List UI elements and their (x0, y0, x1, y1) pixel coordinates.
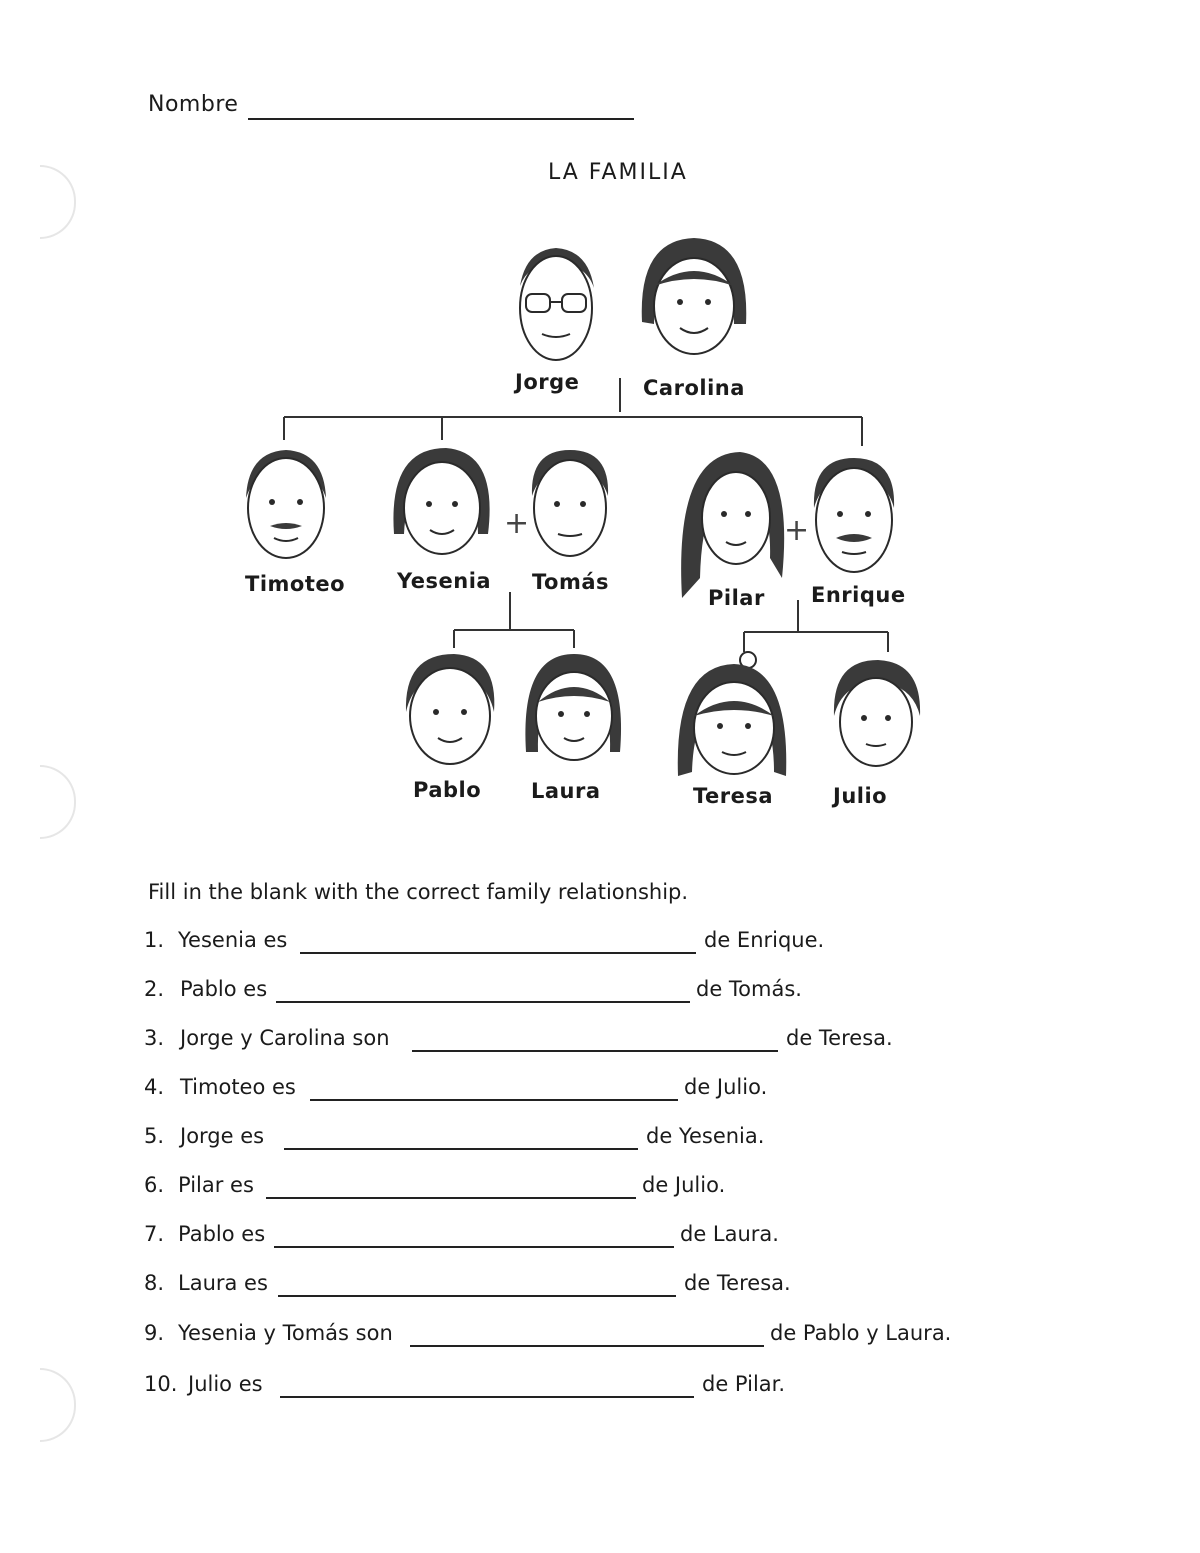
item-suffix: de Pablo y Laura. (770, 1321, 952, 1345)
answer-blank[interactable] (276, 1001, 690, 1003)
portrait-tomas (532, 450, 608, 556)
portrait-teresa (678, 652, 787, 776)
answer-blank[interactable] (300, 952, 696, 954)
item-prompt: Pablo es (180, 977, 268, 1001)
item-prompt: Laura es (178, 1271, 268, 1295)
item-prompt: Pablo es (178, 1222, 266, 1246)
item-number: 3. (144, 1026, 165, 1050)
member-name-julio: Julio (833, 784, 888, 808)
item-prompt: Pilar es (178, 1173, 254, 1197)
answer-blank[interactable] (284, 1148, 638, 1150)
portrait-jorge (520, 248, 594, 360)
member-name-carolina: Carolina (643, 376, 745, 400)
member-name-enrique: Enrique (811, 583, 906, 607)
member-name-pilar: Pilar (708, 586, 765, 610)
item-suffix: de Laura. (680, 1222, 779, 1246)
item-suffix: de Teresa. (684, 1271, 791, 1295)
item-prompt: Timoteo es (180, 1075, 296, 1099)
portrait-pablo (406, 654, 494, 764)
item-suffix: de Enrique. (704, 928, 825, 952)
member-name-yesenia: Yesenia (397, 569, 492, 593)
item-number: 6. (144, 1173, 165, 1197)
portrait-julio (834, 660, 920, 766)
item-prompt: Jorge es (180, 1124, 265, 1148)
name-label: Nombre (148, 92, 239, 117)
item-prompt: Jorge y Carolina son (180, 1026, 390, 1050)
item-number: 8. (144, 1271, 165, 1295)
item-suffix: de Julio. (642, 1173, 726, 1197)
portrait-laura (525, 654, 621, 760)
member-name-tomas: Tomás (532, 570, 610, 594)
couple-plus-sign: + (504, 506, 530, 541)
answer-blank[interactable] (310, 1099, 678, 1101)
item-prompt: Yesenia es (178, 928, 288, 952)
portrait-pilar (681, 452, 784, 598)
item-suffix: de Yesenia. (646, 1124, 765, 1148)
instructions: Fill in the blank with the correct family relationship. (148, 880, 689, 904)
portrait-enrique (814, 458, 894, 572)
portrait-carolina (642, 238, 747, 354)
member-name-timoteo: Timoteo (245, 572, 346, 596)
answer-blank[interactable] (266, 1197, 636, 1199)
answer-blank[interactable] (280, 1396, 694, 1398)
item-suffix: de Teresa. (786, 1026, 893, 1050)
item-number: 9. (144, 1321, 165, 1345)
item-number: 10. (144, 1372, 178, 1396)
answer-blank[interactable] (410, 1345, 764, 1347)
member-name-pablo: Pablo (413, 778, 482, 802)
item-number: 4. (144, 1075, 165, 1099)
answer-blank[interactable] (412, 1050, 778, 1052)
member-name-jorge: Jorge (515, 370, 580, 394)
portrait-yesenia (393, 448, 489, 554)
page-title: LA FAMILIA (548, 160, 688, 185)
item-suffix: de Julio. (684, 1075, 768, 1099)
item-number: 7. (144, 1222, 165, 1246)
member-name-laura: Laura (531, 779, 601, 803)
item-number: 1. (144, 928, 165, 952)
item-number: 2. (144, 977, 165, 1001)
member-name-teresa: Teresa (693, 784, 774, 808)
portrait-timoteo (246, 450, 326, 558)
item-prompt: Yesenia y Tomás son (178, 1321, 393, 1345)
item-number: 5. (144, 1124, 165, 1148)
binder-hole (40, 1368, 76, 1442)
answer-blank[interactable] (274, 1246, 674, 1248)
item-suffix: de Tomás. (696, 977, 802, 1001)
item-prompt: Julio es (188, 1372, 263, 1396)
couple-plus-sign: + (784, 513, 810, 548)
item-suffix: de Pilar. (702, 1372, 786, 1396)
answer-blank[interactable] (278, 1295, 676, 1297)
